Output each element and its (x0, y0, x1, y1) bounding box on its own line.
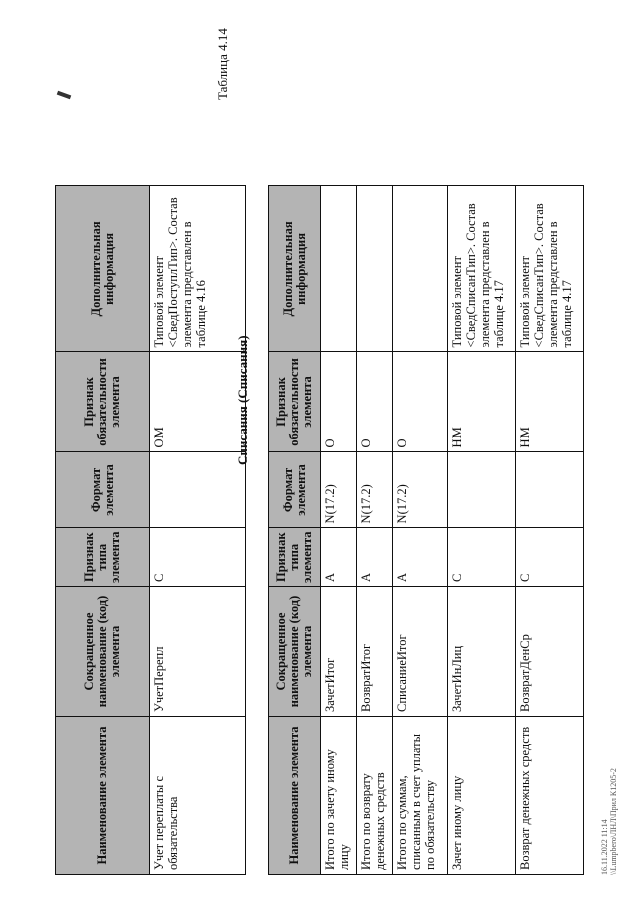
table-cell: N(17.2) (393, 452, 448, 528)
table-cell: ЗачетИтог (321, 587, 357, 717)
table-cell: N(17.2) (357, 452, 393, 528)
table-cell (448, 452, 516, 528)
table-cell: НМ (448, 352, 516, 452)
header-cell: Признак типа элемента (56, 528, 150, 587)
table-row (448, 186, 516, 875)
margin-mark (57, 91, 72, 100)
table-cell: УчетПерепл (150, 587, 246, 717)
table-cell (393, 186, 448, 352)
header-cell: Сокращенное наименование (код) элемента (56, 587, 150, 717)
table-row (150, 186, 246, 875)
stamp-line: 16.11.2022 11:14 (600, 819, 609, 875)
table-cell: О (393, 352, 448, 452)
table-caption: Таблица 4.14 (215, 28, 230, 100)
header-cell: Признак обязательности элемента (56, 352, 150, 452)
header-cell: Дополнительная информация (56, 186, 150, 352)
table-cell: Итого по зачету иному лицу (321, 717, 357, 875)
table-cell: СписаниеИтог (393, 587, 448, 717)
table-cell: Типовой элемент <СведСписанТип>. Состав элемента представлен в таблице 4.17 (516, 186, 584, 352)
table-cell: Зачет иному лицу (448, 717, 516, 875)
table-4-13-continuation (55, 185, 246, 875)
header-cell: Формат элемента (269, 452, 321, 528)
table-cell: Итого по возврату денежных средств (357, 717, 393, 875)
table-row (321, 186, 357, 875)
table-cell: Типовой элемент <СведСписанТип>. Состав элемента представлен в таблице 4.17 (448, 186, 516, 352)
table-cell: ОМ (150, 352, 246, 452)
table-cell: А (357, 528, 393, 587)
table-title: Списания (Списания) (235, 335, 250, 465)
header-cell: Признак типа элемента (269, 528, 321, 587)
table-cell: ЗачетИнЛиц (448, 587, 516, 717)
table-header-row (269, 186, 321, 875)
header-cell: Признак обязательности элемента (269, 352, 321, 452)
table-cell: Итого по суммам, списанным в счет уплаты по обязательству (393, 717, 448, 875)
table-4-14 (268, 185, 584, 875)
table-cell: А (321, 528, 357, 587)
table-row (393, 186, 448, 875)
table-header-row (56, 186, 150, 875)
header-cell: Формат элемента (56, 452, 150, 528)
table-cell (321, 186, 357, 352)
table-cell: ВозвратИтог (357, 587, 393, 717)
table-cell: С (448, 528, 516, 587)
table-cell: N(17.2) (321, 452, 357, 528)
table-cell (516, 452, 584, 528)
table-cell: С (516, 528, 584, 587)
header-cell: Сокращенное наименование (код) элемента (269, 587, 321, 717)
table-cell: О (357, 352, 393, 452)
table-cell: ВозвратДенСр (516, 587, 584, 717)
table-cell: С (150, 528, 246, 587)
table-cell: О (321, 352, 357, 452)
table-cell: Типовой элемент <СведПоступлТип>. Состав элемента представлен в таблице 4.16 (150, 186, 246, 352)
table-cell: А (393, 528, 448, 587)
table-row (516, 186, 584, 875)
header-cell: Наименование элемента (269, 717, 321, 875)
table-cell (357, 186, 393, 352)
table-cell: Учет переплаты с обязательства (150, 717, 246, 875)
table-cell: НМ (516, 352, 584, 452)
header-cell: Дополнительная информация (269, 186, 321, 352)
header-cell: Наименование элемента (56, 717, 150, 875)
print-stamp (600, 768, 618, 875)
table-cell (150, 452, 246, 528)
table-row (357, 186, 393, 875)
table-cell: Возврат денежных средств (516, 717, 584, 875)
stamp-line: \\Lumpbero\ЛНЛ\Прил К1205-2 (609, 768, 618, 875)
